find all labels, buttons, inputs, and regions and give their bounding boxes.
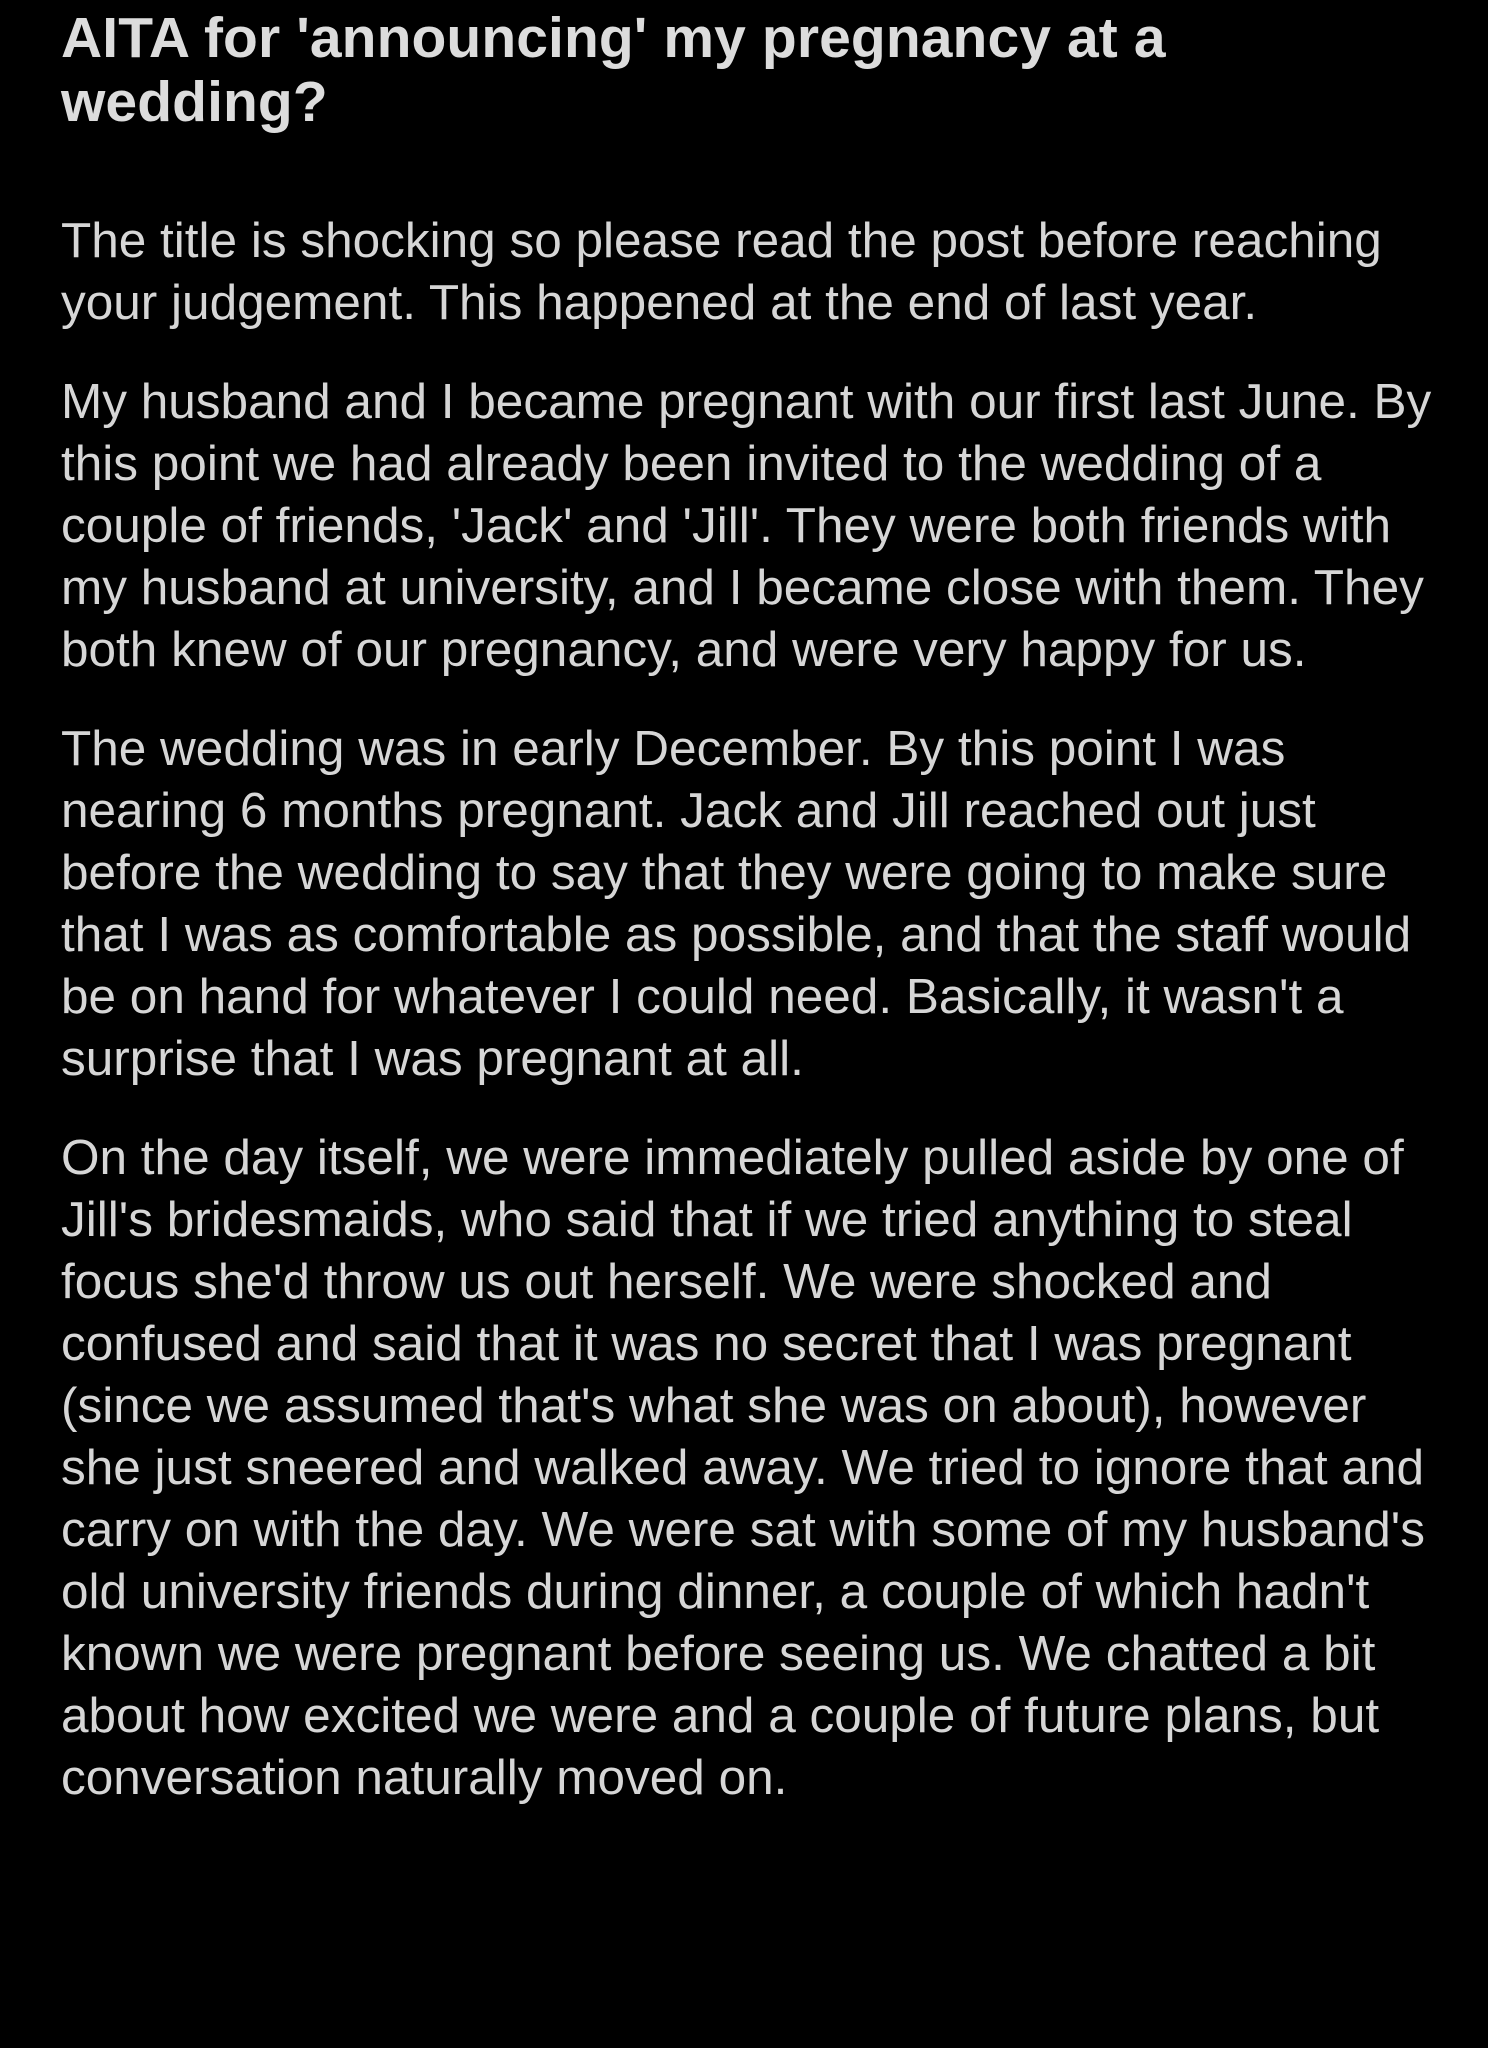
post-paragraph-3: The wedding was in early December. By this point I was nearing 6 months pregnant. Jack and Jill reached out just before the wedding to say that they were going to make sure that I was as comfortable as possible, and that the staff would be on hand for whatever I could need. Basically, it wasn't a surprise that I was pregnant at all.	[61, 721, 1412, 1086]
post-title: AITA for 'announcing' my pregnancy at a wedding?	[61, 6, 1166, 134]
post	[61, 6, 1441, 1809]
post-paragraph-1: The title is shocking so please read the post before reaching your judgement. This happened at the end of last year.	[61, 213, 1382, 330]
post-body	[61, 210, 1441, 1809]
post-paragraph-4: On the day itself, we were immediately pulled aside by one of Jill's bridesmaids, who said that if we tried anything to steal focus she'd throw us out herself. We were shocked and confused and said that it was no secret that I was pregnant (since we assumed that's what she was on about), however she just sneered and walked away. We tried to ignore that and carry on with the day. We were sat with some of my husband's old university friends during dinner, a couple of which hadn't known we were pregnant before seeing us. We chatted a bit about how excited we were and a couple of future plans, but conversation naturally moved on.	[61, 1130, 1425, 1805]
post-paragraph-2: My husband and I became pregnant with our first last June. By this point we had already been invited to the wedding of a couple of friends, 'Jack' and 'Jill'. They were both friends with my husband at university, and I became close with them. They both knew of our pregnancy, and were very happy for us.	[61, 374, 1432, 677]
